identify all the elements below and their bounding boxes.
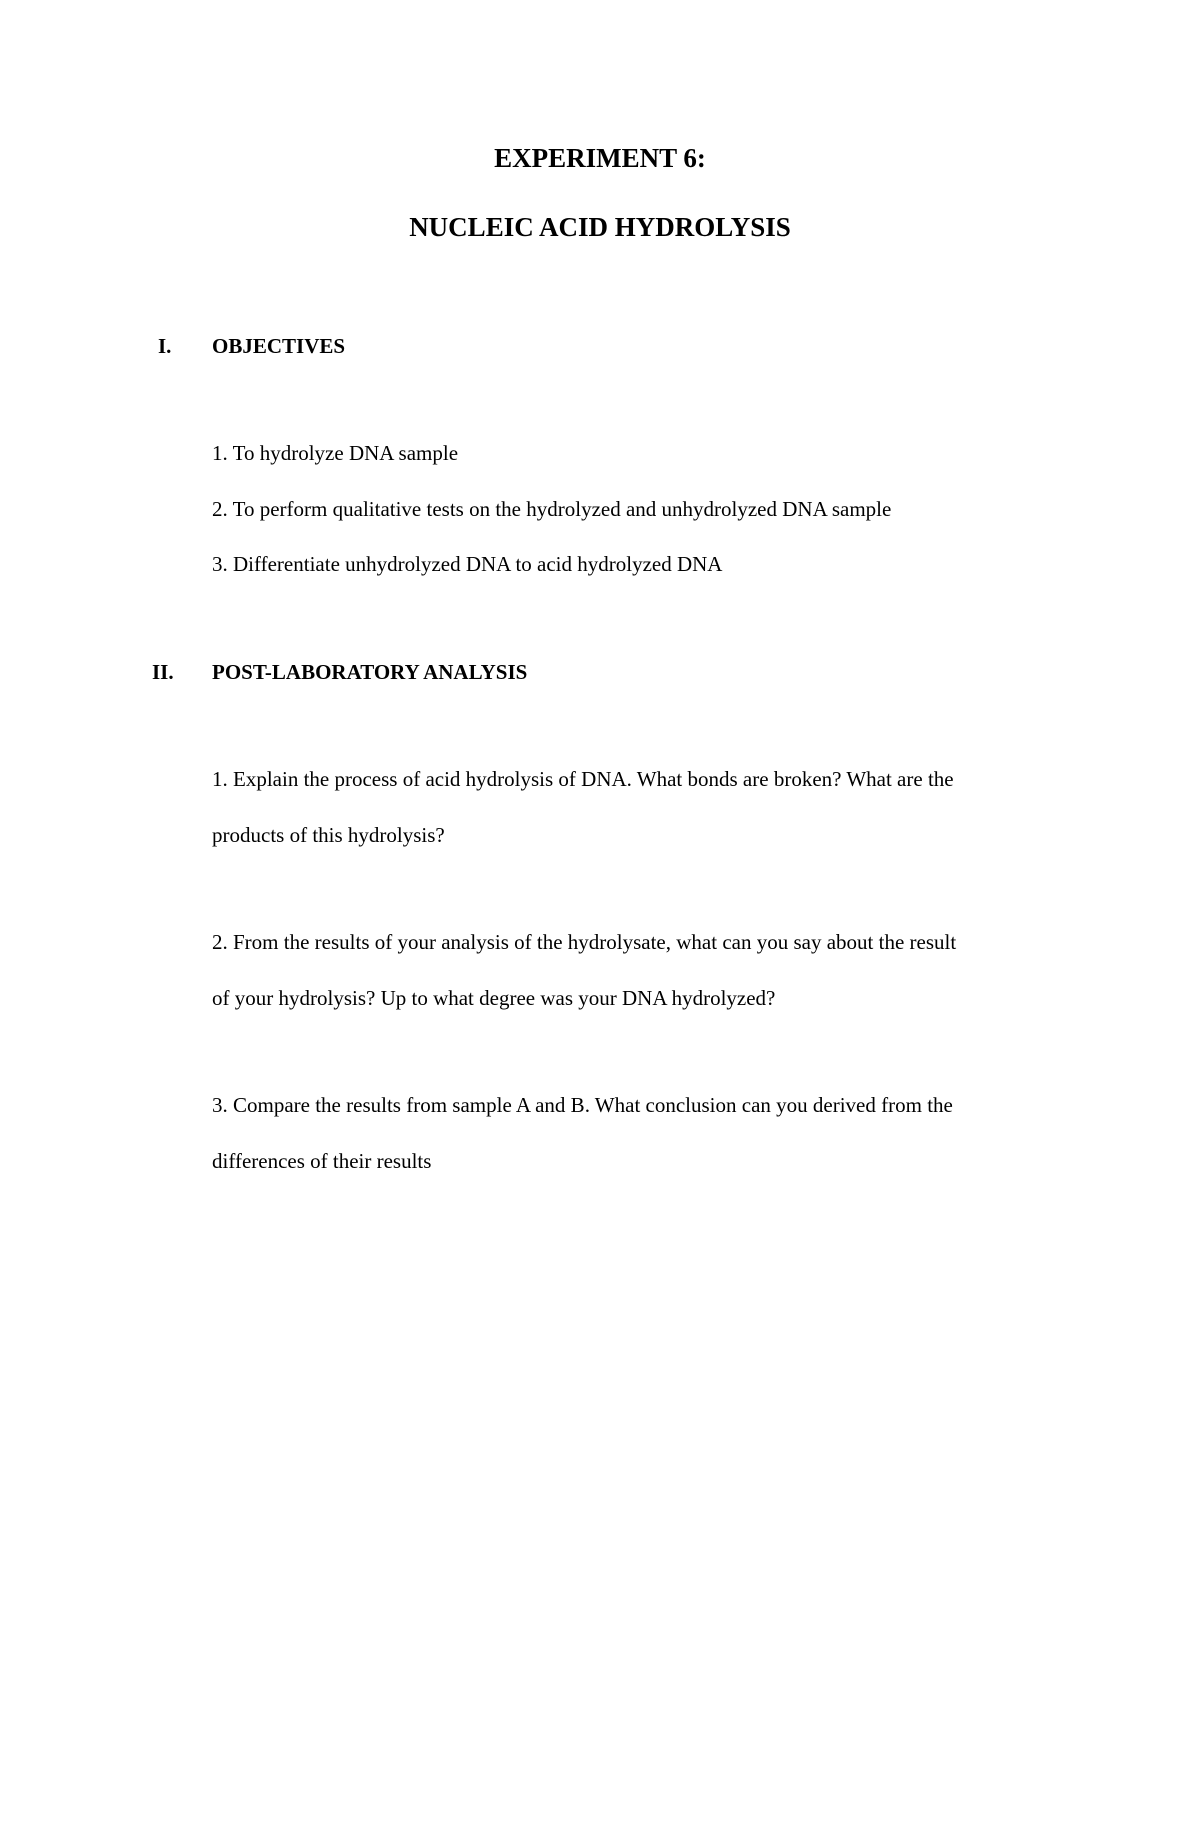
question-text-line: 2. From the results of your analysis of the hydrolysate, what can you say about the result: [212, 930, 957, 954]
question-text-line: 3. Compare the results from sample A and B. What conclusion can you derived from the: [212, 1093, 953, 1117]
question-text-line: 1. Explain the process of acid hydrolysis of DNA. What bonds are broken? What are the: [212, 767, 954, 791]
objective-item: 3. Differentiate unhydrolyzed DNA to acid hydrolyzed DNA: [212, 552, 723, 576]
question-text-line: products of this hydrolysis?: [212, 823, 445, 847]
question-text-line: of your hydrolysis? Up to what degree was your DNA hydrolyzed?: [212, 986, 776, 1010]
section-heading: OBJECTIVES: [212, 334, 346, 358]
section-numeral: I.: [158, 334, 172, 358]
objective-item: 1. To hydrolyze DNA sample: [212, 441, 459, 465]
objective-item: 2. To perform qualitative tests on the hydrolyzed and unhydrolyzed DNA sample: [212, 497, 892, 521]
section-heading: POST-LABORATORY ANALYSIS: [212, 660, 528, 684]
question-text-line: differences of their results: [212, 1149, 432, 1173]
experiment-name-title: NUCLEIC ACID HYDROLYSIS: [409, 212, 791, 242]
experiment-number-title: EXPERIMENT 6:: [494, 143, 706, 173]
section-numeral: II.: [152, 660, 174, 684]
